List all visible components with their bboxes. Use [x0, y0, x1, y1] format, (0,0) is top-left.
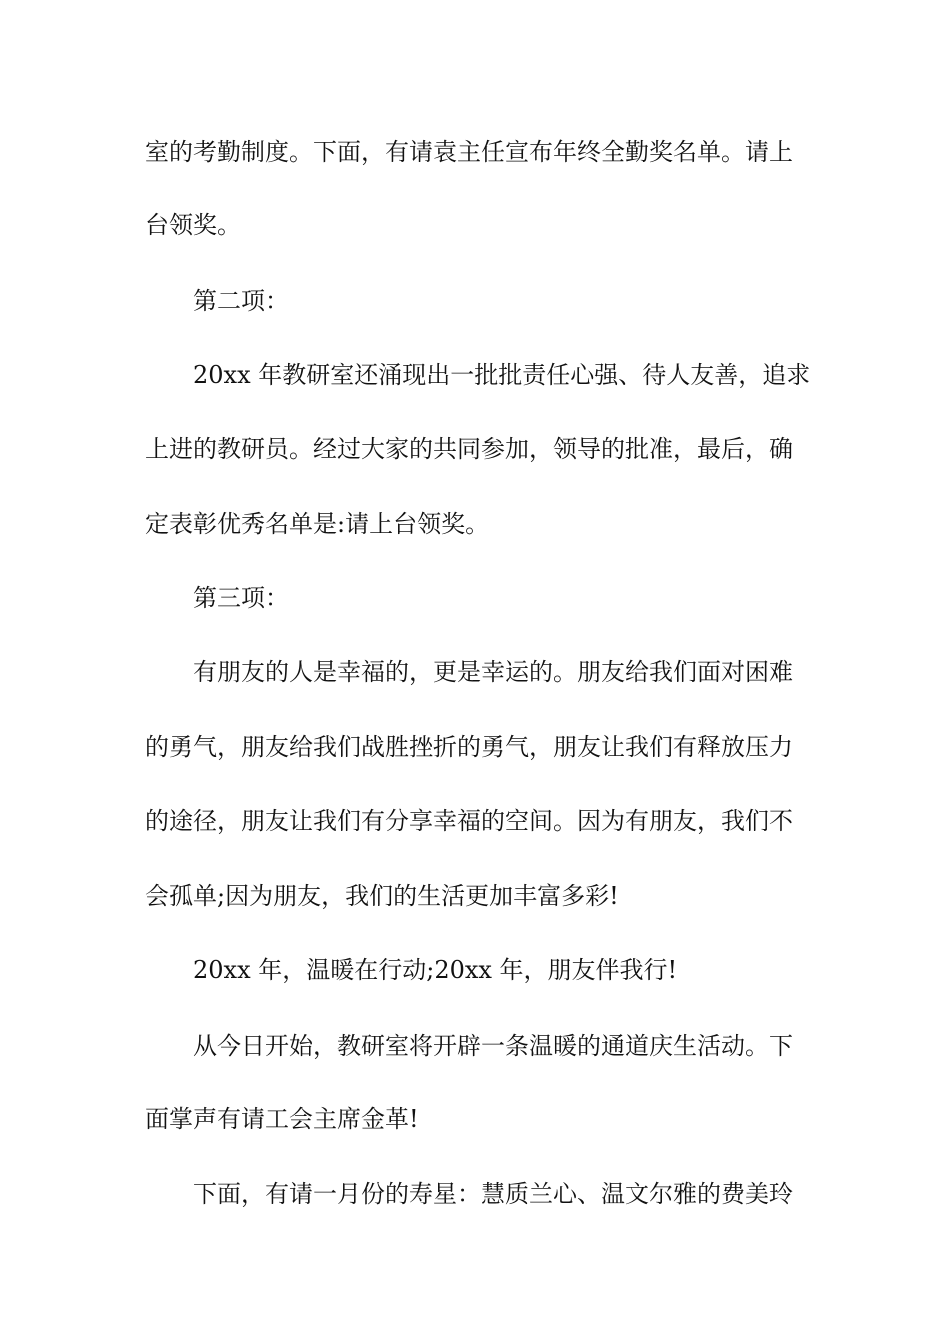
paragraph-line: 从今日开始，教研室将开辟一条温暖的通道庆生活动。下 — [193, 1032, 793, 1060]
paragraph-line: 的途径，朋友让我们有分享幸福的空间。因为有朋友，我们不 — [145, 807, 793, 835]
paragraph-line: 会孤单;因为朋友，我们的生活更加丰富多彩! — [145, 882, 619, 910]
paragraph-line: 20xx 年教研室还涌现出一批批责任心强、待人友善，追求 — [193, 361, 811, 389]
paragraph-line: 室的考勤制度。下面，有请袁主任宣布年终全勤奖名单。请上 — [145, 138, 793, 166]
paragraph-line: 台领奖。 — [145, 211, 241, 239]
section-heading: 第二项： — [193, 287, 289, 315]
paragraph-line: 下面，有请一月份的寿星：慧质兰心、温文尔雅的费美玲 — [193, 1180, 793, 1208]
paragraph-line: 20xx 年，温暖在行动;20xx 年，朋友伴我行! — [193, 956, 678, 984]
paragraph-line: 上进的教研员。经过大家的共同参加，领导的批准，最后，确 — [145, 435, 793, 463]
paragraph-line: 的勇气，朋友给我们战胜挫折的勇气，朋友让我们有释放压力 — [145, 733, 793, 761]
paragraph-line: 定表彰优秀名单是:请上台领奖。 — [145, 510, 490, 538]
paragraph-line: 有朋友的人是幸福的，更是幸运的。朋友给我们面对困难 — [193, 658, 793, 686]
section-heading: 第三项： — [193, 584, 289, 612]
paragraph-line: 面掌声有请工会主席金革! — [145, 1105, 419, 1133]
